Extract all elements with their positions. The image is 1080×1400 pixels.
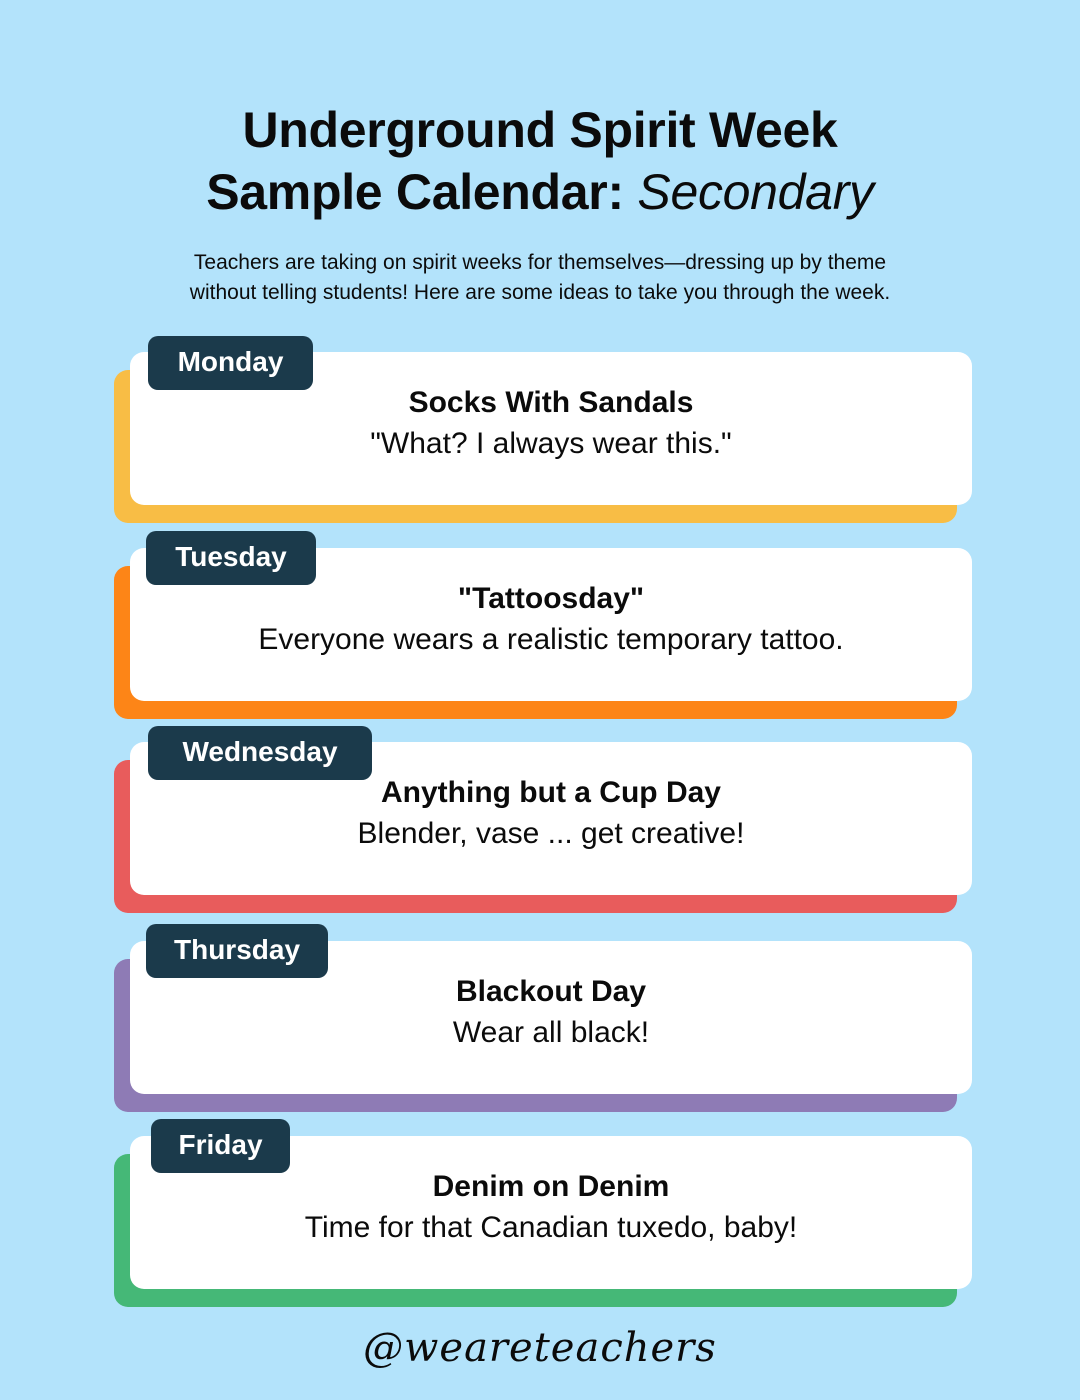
theme-description: Wear all black!: [452, 1016, 650, 1049]
page-title-line2: [0, 161, 1080, 223]
day-card-friday: [0, 1129, 1080, 1336]
day-tab: Monday: [148, 336, 313, 390]
theme-description: "What? I always wear this.": [370, 427, 732, 460]
day-tab: Friday: [151, 1119, 290, 1173]
theme-description: Blender, vase ... get creative!: [357, 817, 745, 850]
day-tab: Wednesday: [148, 726, 372, 780]
theme-title: Anything but a Cup Day: [381, 776, 721, 809]
theme-title: "Tattoosday": [457, 582, 645, 615]
page-title-bold: Sample Calendar:: [206, 164, 624, 220]
theme-title: Socks With Sandals: [408, 386, 694, 419]
theme-title: Denim on Denim: [432, 1170, 670, 1203]
theme-description: Everyone wears a realistic temporary tattoo.: [258, 623, 844, 656]
day-card-monday: [0, 346, 1080, 552]
page-title-italic: Secondary: [637, 164, 874, 220]
intro-line2: without telling students! Here are some ideas to take you through the week.: [189, 281, 891, 304]
intro-text: [0, 248, 1080, 308]
day-tab: Tuesday: [146, 531, 316, 585]
intro-line1: Teachers are taking on spirit weeks for themselves—dressing up by theme: [193, 251, 887, 274]
footer-handle: @weareteachers: [363, 1325, 717, 1371]
day-card-tuesday: [0, 541, 1080, 748]
theme-description: Time for that Canadian tuxedo, baby!: [304, 1211, 798, 1244]
day-card-thursday: [0, 934, 1080, 1141]
day-card-wednesday: [0, 736, 1080, 942]
day-tab: Thursday: [146, 924, 328, 978]
page-title-line1: Underground Spirit Week: [242, 102, 838, 158]
theme-title: Blackout Day: [455, 975, 647, 1008]
